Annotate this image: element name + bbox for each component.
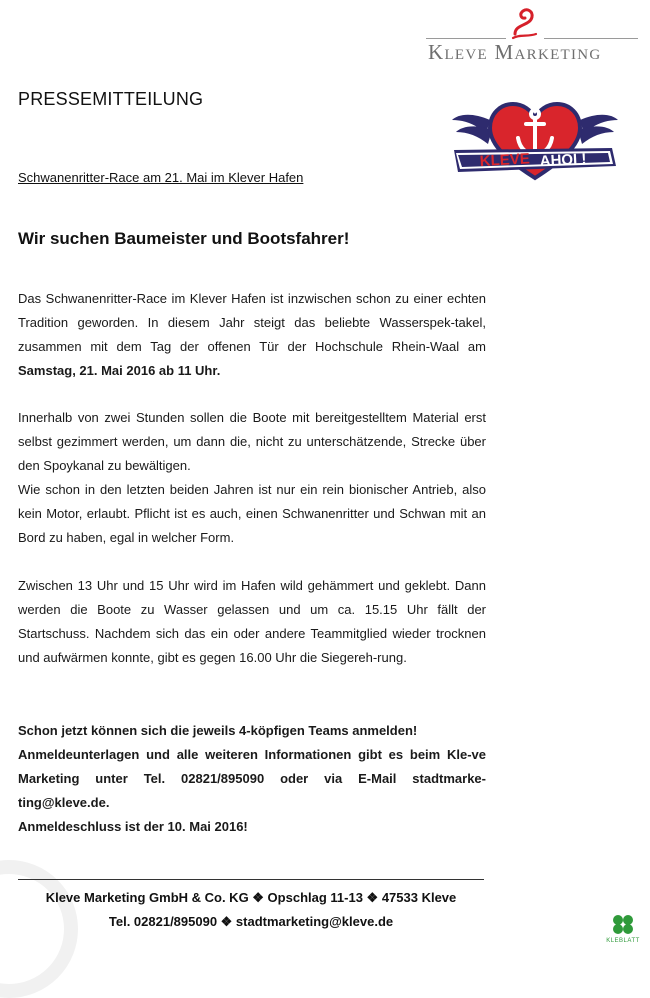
logo-rule-left (426, 38, 506, 39)
paragraph-build (18, 406, 486, 550)
logo-rule-right (544, 38, 638, 39)
intro-text: Das Schwanenritter-Race im Klever Hafen ist inzwischen schon zu einer echten Tradition geworden. In diesem Jahr steigt das beliebte Wasserspek-takel, zusammen mit dem Tag der offenen Tür der Hochschule Rhein-Waal am (18, 291, 486, 354)
registration-deadline: Anmeldeschluss ist der 10. Mai 2016! (18, 819, 248, 834)
badge-word-kleve: KLEVE (479, 150, 531, 170)
registration-info: Anmeldeunterlagen und alle weiteren Informationen gibt es beim Kle-ve Marketing unter Tel. 02821/895090 oder via E-Mail stadtmarke-ting@kleve.de. (18, 747, 486, 810)
badge-word-ahoi: AHOI ! (539, 150, 587, 170)
clover-icon (606, 912, 640, 944)
footer-divider (18, 879, 484, 880)
headline: Wir suchen Baumeister und Bootsfahrer! (18, 229, 350, 248)
paragraph-schedule (18, 574, 486, 670)
registration-open: Schon jetzt können sich die jeweils 4-köpfigen Teams anmelden! (18, 723, 418, 738)
press-subtitle: Schwanenritter-Race am 21. Mai im Klever Hafen (18, 170, 304, 185)
paragraph-registration (18, 719, 486, 839)
kleve-ahoi-badge (450, 90, 620, 190)
build-text: Innerhalb von zwei Stunden sollen die Boote mit bereitgestelltem Material erst selbst gezimmert werden, um dann die, nicht zu unterschätzende, Strecke über den Spoykanal zu bewältigen. (18, 410, 486, 473)
event-date: Samstag, 21. Mai 2016 ab 11 Uhr. (18, 363, 221, 378)
logo-brand-text: Kleve Marketing (428, 40, 602, 64)
page-heading: PRESSEMITTEILUNG (18, 89, 204, 109)
footer-contact: Tel. 02821/895090 ❖ stadtmarketing@kleve.de (108, 914, 394, 929)
schedule-text: Zwischen 13 Uhr und 15 Uhr wird im Hafen wild gehämmert und geklebt. Dann werden die Boote zu Wasser gelassen und um ca. 15.15 Uhr fällt der Startschuss. Nachdem sich das ein oder andere Teammitglied wieder trocknen und aufwärmen konnte, gibt es gegen 16.00 Uhr die Siegereh-rung. (18, 578, 486, 665)
clover-label: KLEBLATT (606, 938, 640, 944)
paragraph-intro (18, 287, 486, 383)
rules-text: Wie schon in den letzten beiden Jahren ist nur ein rein bionischer Antrieb, also kein Motor, erlaubt. Pflicht ist es auch, einen Schwanenritter und Schwan mit an Bord zu haben, egal in welcher Form. (18, 482, 486, 545)
swan-logo-icon (506, 4, 542, 42)
footer-address: Kleve Marketing GmbH & Co. KG ❖ Opschlag 11-13 ❖ 47533 Kleve (45, 890, 457, 905)
